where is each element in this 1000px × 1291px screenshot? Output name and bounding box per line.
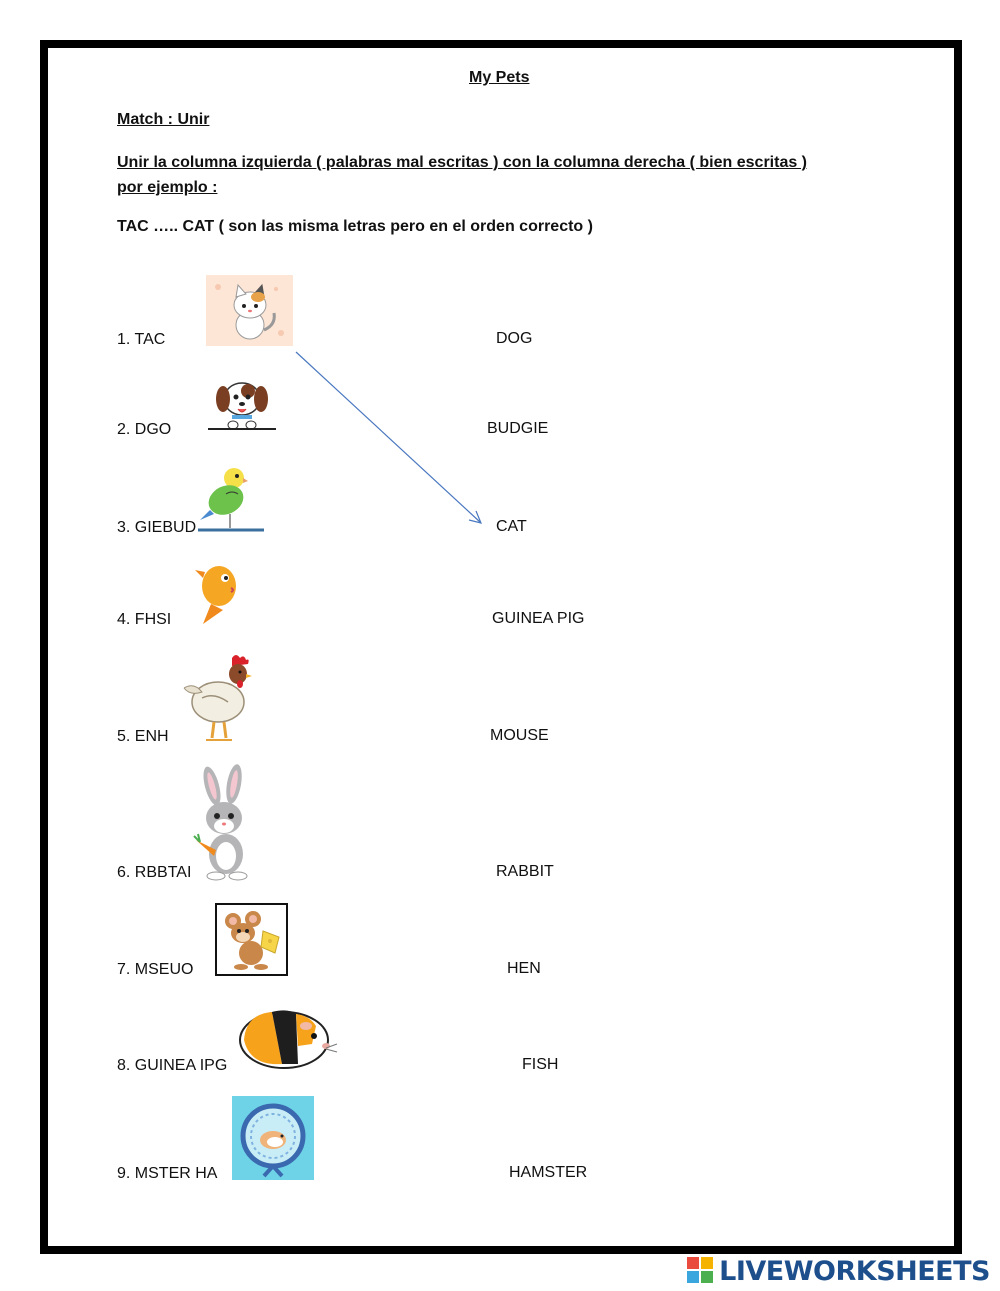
scrambled-word-6[interactable]: 6. RBBTAI [117, 864, 192, 881]
answer-word-5[interactable]: MOUSE [490, 727, 549, 744]
answer-word-4[interactable]: GUINEA PIG [492, 610, 585, 627]
watermark-text: LIVEWORKSHEETS [719, 1255, 990, 1287]
scrambled-word-7[interactable]: 7. MSEUO [117, 961, 194, 978]
scrambled-word-3[interactable]: 3. GIEBUD [117, 519, 197, 536]
answer-word-6[interactable]: RABBIT [496, 863, 554, 880]
liveworksheets-watermark [687, 1256, 990, 1286]
scrambled-word-8[interactable]: 8. GUINEA IPG [117, 1057, 228, 1074]
fish-icon [193, 558, 245, 626]
answer-word-8[interactable]: FISH [522, 1056, 559, 1073]
answer-word-1[interactable]: DOG [496, 330, 533, 347]
dog-icon [208, 375, 276, 435]
hen-icon [180, 652, 254, 744]
page-title: My Pets [469, 69, 530, 86]
answer-word-2[interactable]: BUDGIE [487, 420, 549, 437]
cat-icon [206, 275, 293, 346]
scrambled-word-5[interactable]: 5. ENH [117, 728, 169, 745]
instruction-heading: Match : Unir [117, 111, 210, 128]
mouse-icon [215, 903, 288, 976]
liveworksheets-logo-icon [687, 1257, 715, 1285]
answer-word-3[interactable]: CAT [496, 518, 527, 535]
scrambled-word-9[interactable]: 9. MSTER HA [117, 1165, 218, 1182]
instruction-text: Unir la columna izquierda ( palabras mal escritas ) con la columna derecha ( bien escritas ) por ejemplo : [117, 154, 808, 196]
hamster-wheel-icon [232, 1096, 314, 1180]
guinea-pig-icon [236, 1004, 338, 1072]
scrambled-word-2[interactable]: 2. DGO [117, 421, 172, 438]
scrambled-word-4[interactable]: 4. FHSI [117, 611, 172, 628]
scrambled-word-1[interactable]: 1. TAC [117, 331, 166, 348]
example-text: TAC ….. CAT ( son las misma letras pero en el orden correcto ) [117, 218, 593, 235]
budgie-icon [196, 464, 266, 534]
answer-word-7[interactable]: HEN [507, 960, 541, 977]
rabbit-icon [186, 764, 260, 882]
answer-word-9[interactable]: HAMSTER [509, 1164, 588, 1181]
